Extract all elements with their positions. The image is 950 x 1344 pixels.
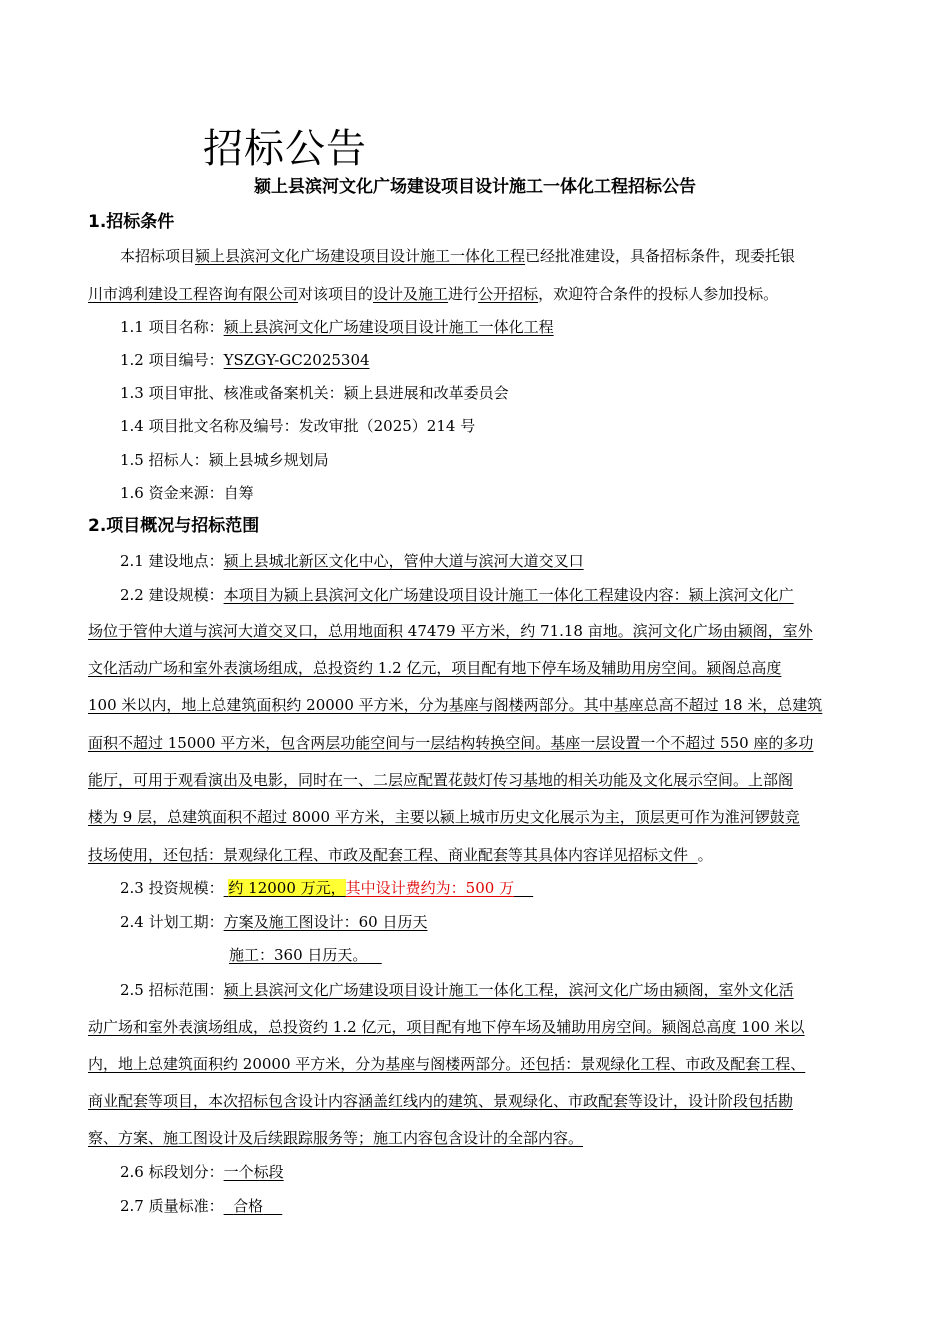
schedule-construction: 施工：360 日历天。	[229, 946, 368, 964]
item-label: 2.1 建设地点：	[120, 552, 224, 570]
item-1-2	[120, 350, 370, 370]
intro-method: 公开招标	[478, 285, 539, 303]
item-2-2-line-8	[88, 845, 713, 865]
item-2-5-line-3: 内，地上总建筑面积约 20000 平方米，分为基座与阁楼两部分。还包括：景观绿化工程、市政及配套工程、	[88, 1055, 806, 1073]
intro-text-e: ，欢迎符合条件的投标人参加投标。	[538, 285, 779, 303]
item-2-2-line-5: 面积不超过 15000 平方米，包含两层功能空间与一层结构转换空间。基座一层设置一个不超过 550 座的多功	[88, 734, 814, 752]
schedule-design: 方案及施工图设计：60 日历天	[223, 913, 428, 931]
investment-highlight: 约 12000 万元，	[228, 879, 346, 897]
item-label: 2.3 投资规模：	[120, 879, 224, 897]
project-code-value: YSZGY-GC2025304	[223, 351, 370, 369]
item-label: 2.7 质量标准：	[120, 1197, 224, 1215]
item-2-5-line-2: 动广场和室外表演场组成，总投资约 1.2 亿元，项目配有地下停车场及辅助用房空间。颍阁总高度 100 米以	[88, 1018, 805, 1036]
item-2-6	[120, 1162, 284, 1182]
intro-text-d: 进行	[448, 285, 479, 303]
item-2-5-line-1	[120, 980, 794, 1000]
intro-scope: 设计及施工	[373, 285, 449, 303]
item-label: 1.2 项目编号：	[120, 351, 224, 369]
item-2-3	[120, 878, 533, 898]
item-2-2-line-3: 文化活动广场和室外表演场组成，总投资约 1.2 亿元，项目配有地下停车场及辅助用房空间。颍阁总高度	[88, 659, 782, 677]
page-subtitle: 颍上县滨河文化广场建设项目设计施工一体化工程招标公告	[254, 177, 696, 197]
item-2-2-line-2: 场位于管仲大道与滨河大道交叉口，总用地面积 47479 平方米，约 71.18 亩地。滨河文化广场由颍阁，室外	[88, 622, 813, 640]
location-value: 颍上县城北新区文化中心，管仲大道与滨河大道交叉口	[223, 552, 584, 570]
item-1-4: 1.4 项目批文名称及编号：发改审批（2025）214 号	[120, 417, 476, 435]
item-2-2-line-4: 100 米以内，地上总建筑面积约 20000 平方米，分为基座与阁楼两部分。其中基座总高不超过 18 米，总建筑	[88, 696, 823, 714]
scale-text-end: 技场使用，还包括：景观绿化工程、市政及配套工程、商业配套等其具体内容详见招标文件	[88, 846, 689, 864]
item-2-5-line-5: 察、方案、施工图设计及后续跟踪服务等；施工内容包含设计的全部内容。	[88, 1129, 584, 1147]
item-2-4	[120, 912, 427, 932]
item-2-5-line-4: 商业配套等项目，本次招标包含设计内容涵盖红线内的建筑、景观绿化、市政配套等设计，设计阶段包括勘	[88, 1092, 794, 1110]
scale-text: 本项目为颍上县滨河文化广场建设项目设计施工一体化工程建设内容：颍上滨河文化广	[223, 586, 794, 604]
item-2-2-line-1	[120, 585, 794, 605]
item-1-3: 1.3 项目审批、核准或备案机关：颍上县进展和改革委员会	[120, 384, 509, 402]
item-label: 1.1 项目名称：	[120, 318, 224, 336]
quality-value: 合格	[233, 1197, 264, 1215]
intro-text-b: 已经批准建设，具备招标条件，现委托银	[525, 247, 796, 265]
item-label: 2.2 建设规模：	[120, 586, 224, 604]
intro-text-c: 对该项目的	[298, 285, 374, 303]
scope-text: 颍上县滨河文化广场建设项目设计施工一体化工程，滨河文化广场由颍阁，室外文化活	[223, 981, 794, 999]
item-2-4-line-2	[229, 945, 382, 965]
design-fee: 其中设计费约为：500 万	[345, 879, 515, 897]
project-name-value: 颍上县滨河文化广场建设项目设计施工一体化工程	[223, 318, 554, 336]
item-label: 2.6 标段划分：	[120, 1163, 224, 1181]
period: 。	[697, 846, 713, 864]
item-1-1	[120, 317, 554, 337]
item-1-6: 1.6 资金来源：自筹	[120, 484, 254, 502]
item-2-2-line-7: 楼为 9 层，总建筑面积不超过 8000 平方米，主要以颍上城市历史文化展示为主，顶层更可作为淮河锣鼓竞	[88, 808, 800, 826]
intro-project-name: 颍上县滨河文化广场建设项目设计施工一体化工程	[195, 247, 526, 265]
item-label: 2.5 招标范围：	[120, 981, 224, 999]
intro-line-1	[120, 246, 795, 266]
section-heading-1: 1.招标条件	[88, 212, 175, 232]
item-2-7	[120, 1196, 282, 1216]
item-label: 2.4 计划工期：	[120, 913, 224, 931]
intro-text-a: 本招标项目	[120, 247, 196, 265]
item-2-2-line-6: 能厅，可用于观看演出及电影，同时在一、二层应配置花鼓灯传习基地的相关功能及文化展示空间。上部阁	[88, 771, 794, 789]
lots-value: 一个标段	[223, 1163, 284, 1181]
page-title: 招标公告	[203, 126, 367, 172]
intro-line-2	[88, 284, 778, 304]
intro-agent: 川市鸿利建设工程咨询有限公司	[88, 285, 299, 303]
item-1-5: 1.5 招标人：颍上县城乡规划局	[120, 451, 329, 469]
item-2-1	[120, 551, 584, 571]
section-heading-2: 2.项目概况与招标范围	[88, 516, 260, 536]
